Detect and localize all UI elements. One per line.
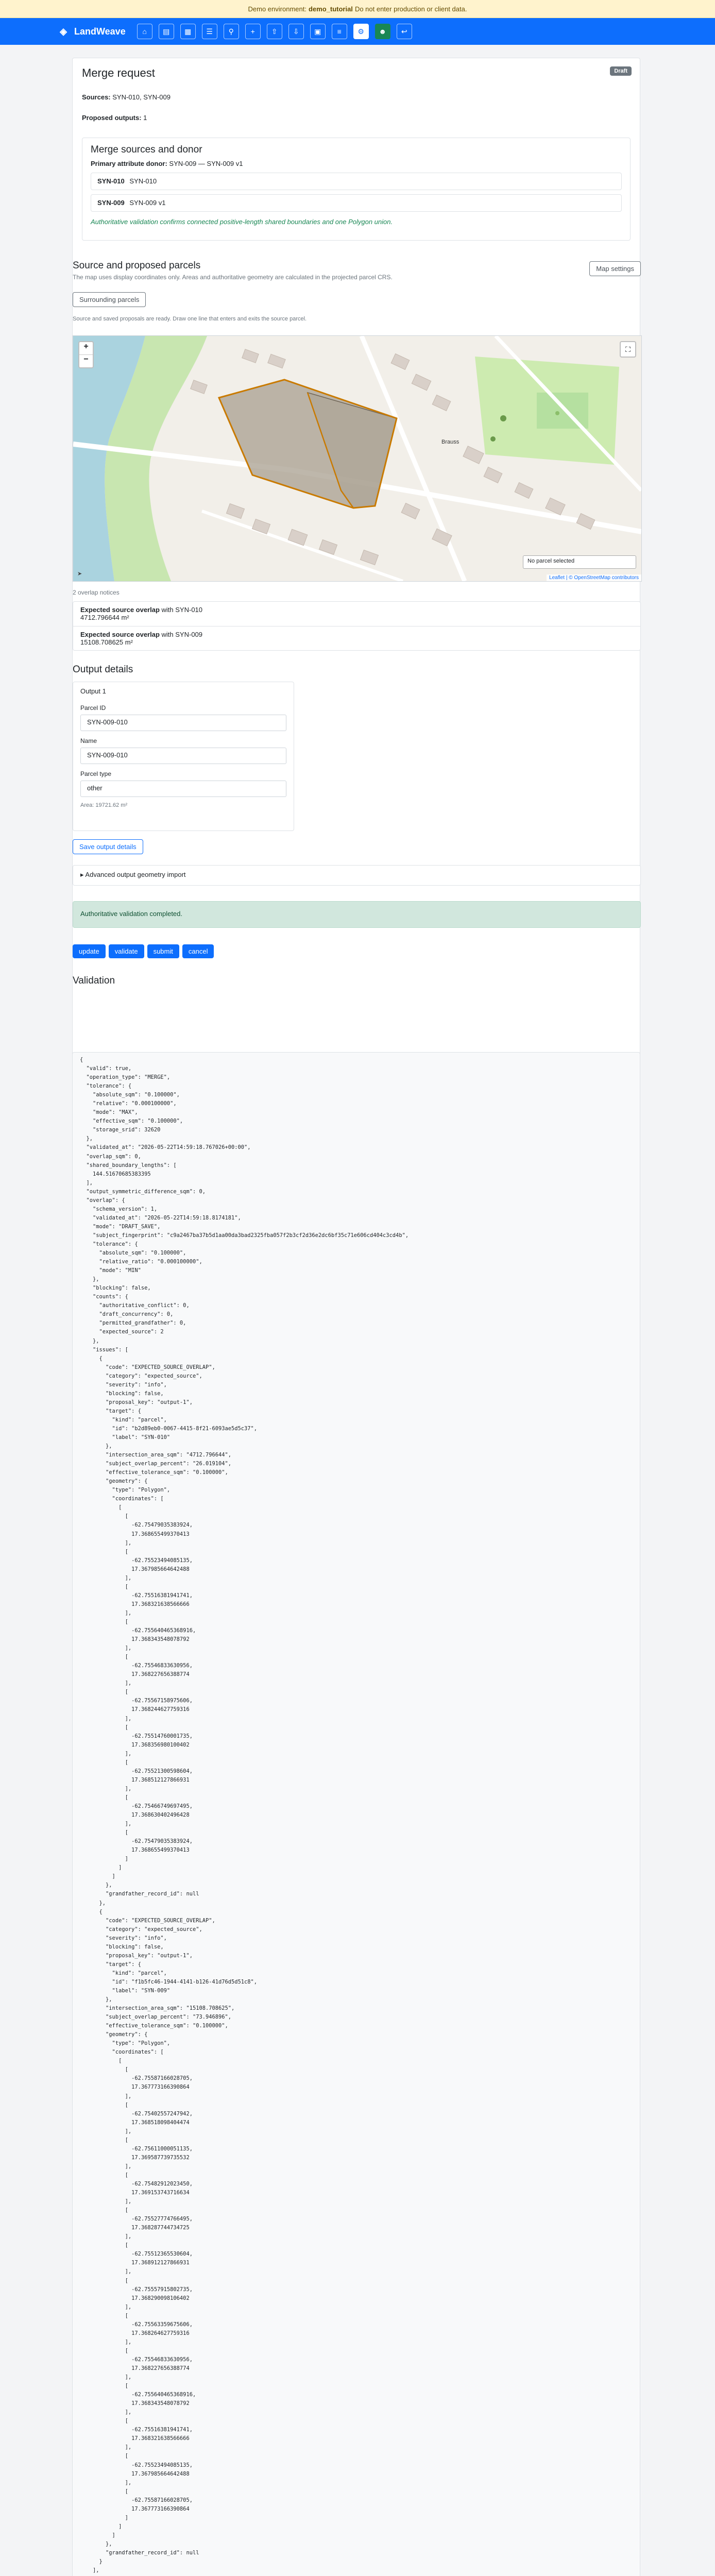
map-attribution[interactable]: Leaflet | © OpenStreetMap contributors [547,574,641,581]
validation-json: { "valid": true, "operation_type": "MERGE", "tolerance": { "absolute_sqm": "0.100000", "relative": "0.000100000", "mode": "MAX", "effective_sqm": "0.100000", "storage_srid": 32620 }, "validated_at": "2026-05-22T14:59:18.767026+00:00", "overlap_sqm": 0, "shared_boundary_lengths": [ 144.51670685383395 ], "output_symmetric_difference_sqm": 0, "overlap": { "schema_version": 1, "validated_at": "2026-05-22T14:59:18.8174181", "mode": "DRAFT_SAVE", "subject_fingerprint": "c9a2467ba37b5d1aa00da3bad2325fba057f2b3cf2d36e2dc6bf35c71e606cd404c3cd4b", "tolerance": { "absolute_sqm": "0.100000", "relative_ratio": "0.000100000", "mode": "MIN" }, "blocking": false, "counts": { "authoritative_conflict": 0, "draft_concurrency": 0, "permitted_grandfather": 0, "expected_source": 2 }, "issues": [ { "code": "EXPECTED_SOURCE_OVERLAP", "category": "expected_source", "severity": "info", "blocking": false, "proposal_key": "output-1", "target": { "kind": "parcel", "id": "b2d89eb0-0067-4415-8f21-6093ae5d5c37", "label": "SYN-010" }, "intersection_area_sqm": "4712.796644", "subject_overlap_percent": "26.019104", "effective_tolerance_sqm": "0.100000", "geometry": { "type": "Polygon", "coordinates": [ [ [ -62.75479035383924, 17.368655499370413 ], [ -62.75523494085135, 17.367985664642488 ], [ -62.75516381941741, 17.368321638566666 ], [ -62.755640465368916, 17.368343548078792 ], [ -62.75546833630956, 17.368227656388774 ], [ -62.75567158975606, 17.368244627759316 ], [ -62.75514760001735, 17.368356980100402 ], [ -62.75521300598604, 17.368512127866931 ], [ -62.75466749697495, 17.368630402496428 ], [ -62.75479035383924, 17.368655499370413 ] ] ] }, "grandfather_record_id": null }, { "code": "EXPECTED_SOURCE_OVERLAP", "category": "expected_source", "severity": "info", "blocking": false, "proposal_key": "output-1", "target": { "kind": "parcel", "id": "f1b5fc46-1944-4141-b126-41d76d5d51c8", "label": "SYN-009" }, "intersection_area_sqm": "15108.708625", "subject_overlap_percent": "73.946896", "effective_tolerance_sqm": "0.100000", "geometry": { "type": "Polygon", "coordinates": [ [ [ -62.75587166028705, 17.367773166390864 ], [ -62.75402557247942, 17.368518098404474 ], [ -62.75611000051135, 17.369587739735532 ], [ -62.75482912023450, 17.369153743716634 ], [ -62.75527774766495, 17.368287744734725 ], [ -62.75512365530604, 17.368912127866931 ], [ -62.75557915802735, 17.368290098106402 ], [ -62.75563359675606, 17.368264627759316 ], [ -62.75546833630956, 17.368227656388774 ], [ -62.755640465368916, 17.368343548078792 ], [ -62.75516381941741, 17.368321638566666 ], [ -62.75523494085135, 17.367985664642488 ], [ -62.75587166028705, 17.367773166390864 ] ] ] }, "grandfather_record_id": null } ], [80,1057,409,2574]
overlap-area: 4712.796644 m² [80,614,129,621]
search-icon[interactable]: ⚲ [224,24,239,39]
map-hint: The map uses display coordinates only. Areas and authoritative geometry are calculated in the projected parcel CRS. [73,274,393,281]
parcel-id-label: Parcel ID [80,704,106,711]
settings-icon[interactable]: ⚙ [353,24,369,39]
validate-button[interactable]: validate [109,944,144,958]
map-section-title: Source and proposed parcels [73,260,201,271]
parcel-type-label: Parcel type [80,770,112,777]
output-card-title: Output 1 [80,687,106,695]
overlap-area: 15108.708625 m² [80,638,133,646]
overlap-label: Expected source overlap [80,606,160,614]
outputs-label: Proposed outputs: [82,114,142,122]
merge-title: Merge sources and donor [91,144,202,155]
zoom-control [78,341,94,368]
map-canvas[interactable] [73,336,641,581]
source-item-id: SYN-009 [97,199,125,207]
overlap-item [73,626,640,651]
source-item-text: SYN-010 [129,177,157,185]
banner-suffix: Do not enter production or client data. [354,5,467,13]
zoom-in-button[interactable]: + [79,342,93,355]
surrounding-parcels-button[interactable]: Surrounding parcels [73,292,146,307]
user-icon[interactable]: ☻ [375,24,390,39]
source-item-text: SYN-009 v1 [129,199,166,207]
advanced-import-label: ▸ Advanced output geometry import [80,871,186,878]
sources-line [82,93,171,101]
plus-icon[interactable]: + [245,24,261,39]
source-item [91,194,622,212]
cancel-button[interactable]: cancel [182,944,214,958]
demo-banner [0,0,715,18]
street-label: Brauss [441,439,459,445]
no-parcel-text: No parcel selected [527,558,575,564]
source-item [91,173,622,190]
grid-icon[interactable]: ▦ [180,24,196,39]
outputs-line [82,114,147,122]
overlap-notices: 2 overlap notices [73,589,120,596]
merge-sources-card [82,138,631,241]
fullscreen-button[interactable]: ⛶ [620,341,636,358]
logo-icon: ◈ [60,26,67,37]
compass-icon: ➤ [77,571,82,577]
map-settings-button[interactable]: Map settings [589,261,641,276]
overlap-with: with SYN-009 [161,631,203,638]
download-icon[interactable]: ⇩ [288,24,304,39]
merge-message: Authoritative validation confirms connected positive-length shared boundaries and one Polygon union. [91,218,393,226]
parcel-type-select[interactable]: other [80,781,286,797]
area-text: Area: 19721.62 m² [80,802,128,808]
sources-label: Sources: [82,93,111,101]
folder-icon[interactable]: ▣ [310,24,326,39]
sources-value: SYN-010, SYN-009 [112,93,171,101]
name-input[interactable]: SYN-009-010 [80,748,286,764]
primary-donor-value: SYN-009 — SYN-009 v1 [169,160,243,167]
main-content [72,58,640,2574]
map-section [73,260,641,322]
overlap-label: Expected source overlap [80,631,160,638]
validation-output [72,1052,640,2576]
status-badge: Draft [610,66,632,76]
brand[interactable] [57,25,126,38]
banner-prefix: Demo environment: [248,5,307,13]
zoom-out-button[interactable]: − [83,355,89,364]
overlap-list [73,601,641,651]
overlap-with: with SYN-010 [161,606,203,614]
upload-icon[interactable]: ⇧ [267,24,282,39]
top-navbar [0,18,715,45]
output-details-title: Output details [73,664,133,675]
list-icon[interactable]: ≡ [332,24,347,39]
validation-alert: Authoritative validation completed. [73,901,641,928]
home-icon[interactable]: ⌂ [137,24,152,39]
overlap-item [73,602,640,626]
page-title: Merge request [82,66,155,79]
layers-icon[interactable]: ☰ [202,24,217,39]
map-note: Source and saved proposals are ready. Draw one line that enters and exits the source parcel. [73,316,307,322]
save-output-button[interactable]: Save output details [73,839,143,854]
parcel-id-input[interactable]: SYN-009-010 [80,715,286,731]
map-icon[interactable]: ▤ [159,24,174,39]
logout-icon[interactable]: ↩ [397,24,412,39]
action-buttons [73,944,214,958]
primary-donor-label: Primary attribute donor: [91,160,167,167]
update-button[interactable]: update [73,944,106,958]
output-card [73,682,294,831]
outputs-value: 1 [143,114,147,122]
submit-button[interactable]: submit [147,944,179,958]
parcel-info-box [523,555,636,569]
banner-tenant: demo_tutorial [308,5,353,13]
advanced-import-toggle[interactable] [73,865,641,886]
primary-donor-line [91,160,622,167]
brand-name: LandWeave [74,26,126,37]
validation-title: Validation [73,975,115,986]
name-label: Name [80,737,97,744]
map-view[interactable] [73,335,642,582]
source-item-id: SYN-010 [97,177,125,185]
